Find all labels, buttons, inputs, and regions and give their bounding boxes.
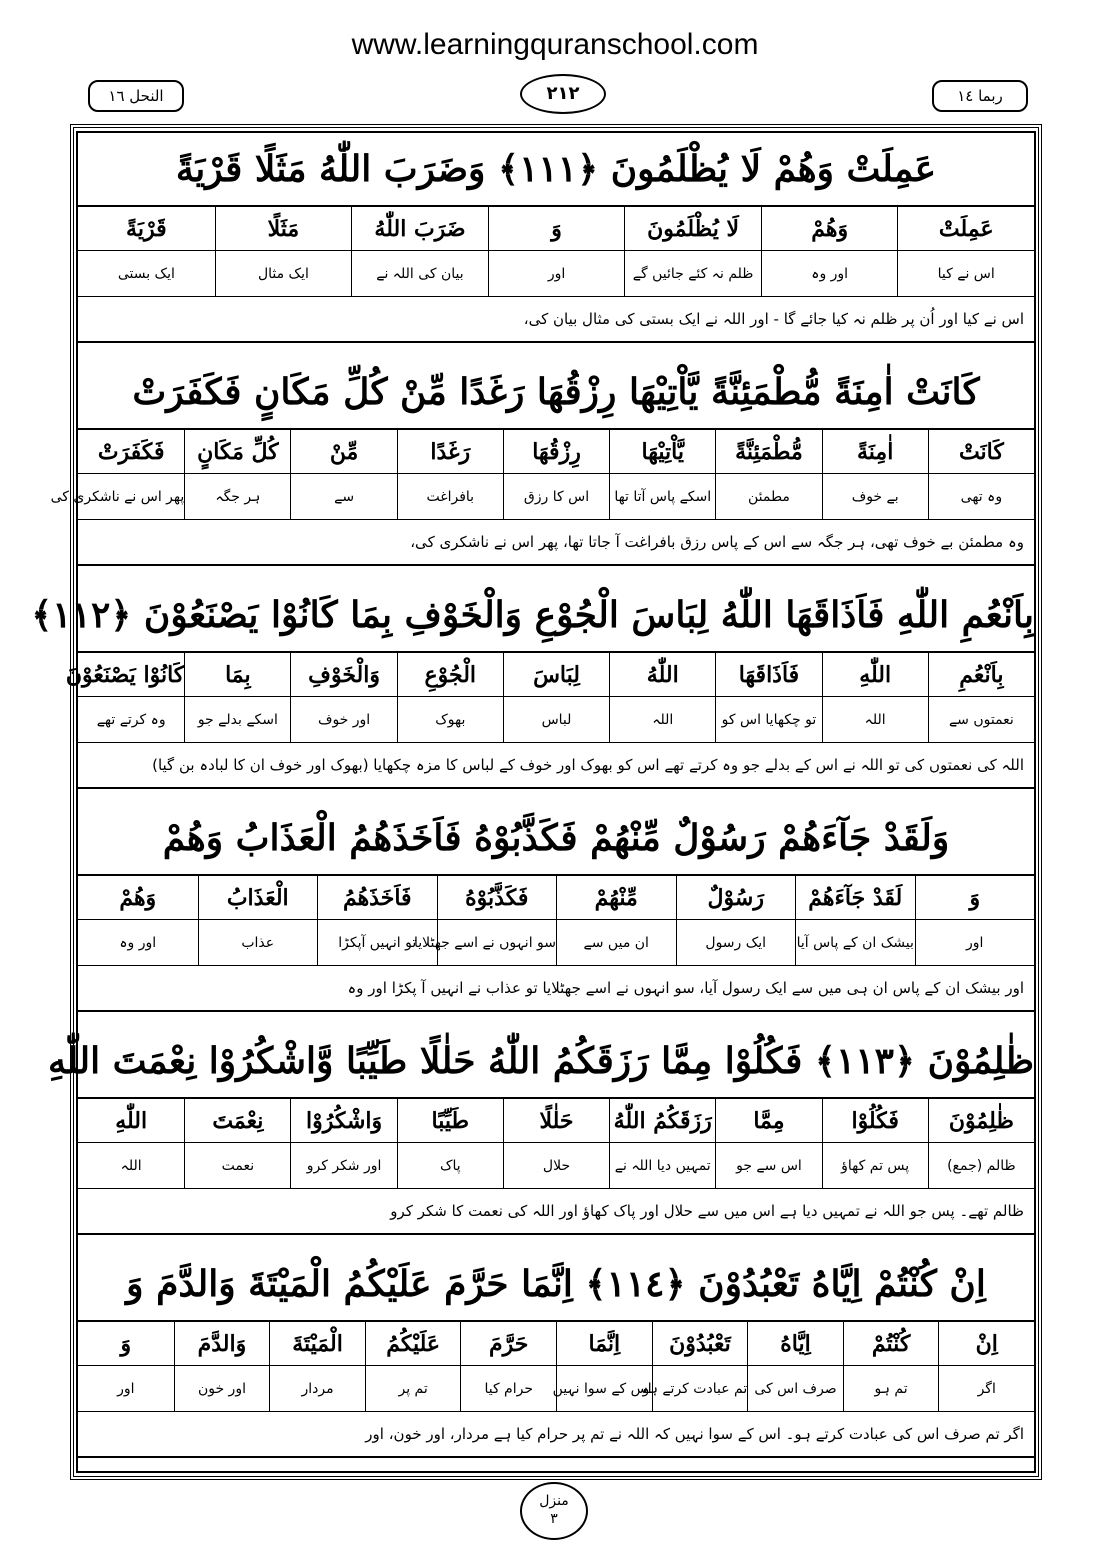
verse-section bbox=[50, 356, 1034, 566]
page-number: ٢١٢ bbox=[520, 74, 606, 114]
meaning-cell: نعمتوں سے bbox=[928, 697, 1034, 742]
ayah-line: اِنْ كُنْتُمْ اِيَّاهُ تَعْبُدُوْنَ ﴿١١٤﴾ اِنَّمَا حَرَّمَ عَلَيْكُمُ الْمَيْتَةَ وَالدَّمَ وَ bbox=[78, 1248, 1034, 1322]
meaning-row bbox=[78, 1143, 1034, 1189]
translation-line: اور بیشک ان کے پاس ان ہی میں سے ایک رسول آیا، سو انہوں نے اسے جھٹلایا تو عذاب نے انہیں آ پکڑا اور وہ bbox=[78, 966, 1034, 1012]
word-cell: وَ bbox=[915, 876, 1035, 919]
word-cell: قَرْيَةً bbox=[126, 216, 167, 242]
word-cell: فَاَذَاقَهَا bbox=[715, 653, 821, 696]
word-row bbox=[78, 207, 1034, 251]
word-cell: تَعْبُدُوْنَ bbox=[652, 1322, 748, 1365]
word-cell: مَثَلًا bbox=[215, 207, 352, 250]
meaning-cell: اللہ bbox=[822, 697, 928, 742]
word-row bbox=[65, 653, 1034, 697]
word-cell: مِّنْهُمْ bbox=[556, 876, 676, 919]
meaning-cell: بافراغت bbox=[397, 474, 503, 519]
meaning-cell: ایک بستی bbox=[117, 266, 175, 282]
word-cell: وَالدَّمَ bbox=[174, 1322, 270, 1365]
word-cell: الْمَيْتَةَ bbox=[269, 1322, 365, 1365]
translation-line: اس نے کیا اور اُن پر ظلم نہ کیا جائے گا - اور اللہ نے ایک بستی کی مثال بیان کی، bbox=[78, 297, 1034, 343]
word-cell: حَرَّمَ bbox=[460, 1322, 556, 1365]
meaning-row bbox=[78, 1366, 1034, 1412]
meaning-cell: مردار bbox=[269, 1366, 365, 1411]
meaning-cell: بیشک ان کے پاس آیا bbox=[795, 920, 915, 965]
meaning-cell: نعمت bbox=[184, 1143, 290, 1188]
word-cell: مُّطْمَئِنَّةً bbox=[715, 430, 821, 473]
meaning-cell: تم ہو bbox=[843, 1366, 939, 1411]
word-cell: بِاَنْعُمِ bbox=[928, 653, 1034, 696]
meaning-row bbox=[50, 474, 1034, 520]
word-row bbox=[78, 1322, 1034, 1366]
meaning-cell: اور خون bbox=[174, 1366, 270, 1411]
ayah-line: بِاَنْعُمِ اللّٰهِ فَاَذَاقَهَا اللّٰهُ لِبَاسَ الْجُوْعِ وَالْخَوْفِ بِمَا كَانُوْا يَصْنَعُوْنَ ﴿١١٢﴾ bbox=[78, 579, 1034, 653]
meaning-cell: ہر جگہ bbox=[184, 474, 290, 519]
meaning-cell: اس سے جو bbox=[715, 1143, 821, 1188]
word-cell: الْجُوْعِ bbox=[397, 653, 503, 696]
meaning-cell: سے bbox=[290, 474, 396, 519]
word-cell: اِيَّاهُ bbox=[747, 1322, 843, 1365]
meaning-cell: اسکے پاس آتا تھا bbox=[609, 474, 715, 519]
meaning-cell: سو انہوں نے اسے جھٹلایا bbox=[437, 920, 557, 965]
meaning-cell: ایک مثال bbox=[215, 251, 352, 296]
word-cell: وَالْخَوْفِ bbox=[290, 653, 396, 696]
word-cell: مِمَّا bbox=[715, 1099, 821, 1142]
ayah-line: ظٰلِمُوْنَ ﴿١١٣﴾ فَكُلُوْا مِمَّا رَزَقَكُمُ اللّٰهُ حَلٰلًا طَيِّبًا وَّاشْكُرُوْا نِعْمَتَ اللّٰهِ bbox=[78, 1025, 1034, 1099]
meaning-cell: اور وہ bbox=[119, 935, 157, 951]
word-cell: اٰمِنَةً bbox=[822, 430, 928, 473]
meaning-cell: لباس bbox=[503, 697, 609, 742]
verse-section bbox=[78, 133, 1034, 343]
meaning-cell: اور شکر کرو bbox=[290, 1143, 396, 1188]
word-cell: ضَرَبَ اللّٰهُ bbox=[351, 207, 488, 250]
verse-section bbox=[31, 579, 1034, 789]
site-url: www.learningquranschool.com bbox=[351, 28, 759, 61]
meaning-cell: تم پر bbox=[365, 1366, 461, 1411]
word-cell: يَّاْتِيْهَا bbox=[609, 430, 715, 473]
word-cell: رَسُوْلٌ bbox=[676, 876, 796, 919]
word-cell: رَزَقَكُمُ اللّٰهُ bbox=[609, 1099, 715, 1142]
word-cell: فَاَخَذَهُمُ bbox=[317, 876, 437, 919]
meaning-cell: پھر اس نے ناشکری کی bbox=[50, 489, 185, 505]
word-cell: كُنْتُمْ bbox=[843, 1322, 939, 1365]
ayah-line: عَمِلَتْ وَهُمْ لَا يُظْلَمُونَ ﴿١١١﴾ وَضَرَبَ اللّٰهُ مَثَلًا قَرْيَةً bbox=[78, 133, 1034, 207]
word-cell: كَانَتْ bbox=[928, 430, 1034, 473]
word-cell: فَكُلُوْا bbox=[822, 1099, 928, 1142]
word-cell: عَلَيْكُمُ bbox=[365, 1322, 461, 1365]
meaning-cell: اور وہ bbox=[761, 251, 898, 296]
meaning-cell: پاک bbox=[397, 1143, 503, 1188]
meaning-cell: اس کا رزق bbox=[503, 474, 609, 519]
meaning-cell: اسکے بدلے جو bbox=[184, 697, 290, 742]
meaning-row bbox=[78, 251, 1034, 297]
verse-section bbox=[78, 802, 1034, 1012]
word-cell: رَغَدًا bbox=[397, 430, 503, 473]
meaning-cell: اس کے سوا نہیں bbox=[556, 1366, 652, 1411]
meaning-cell: ایک رسول bbox=[676, 920, 796, 965]
meaning-cell: ان میں سے bbox=[556, 920, 676, 965]
word-cell: لَا يُظْلَمُونَ bbox=[624, 207, 761, 250]
word-cell: اللّٰهِ bbox=[822, 653, 928, 696]
meaning-cell: اللہ bbox=[609, 697, 715, 742]
meaning-cell: ظلم نہ کئے جائیں گے bbox=[624, 251, 761, 296]
word-cell: ظٰلِمُوْنَ bbox=[928, 1099, 1034, 1142]
meaning-cell: تو انہیں آپکڑا bbox=[317, 920, 437, 965]
word-cell: رِزْقُهَا bbox=[503, 430, 609, 473]
translation-line: اللہ کی نعمتوں کی تو اللہ نے اس کے بدلے جو وہ کرتے تھے اس کو بھوک اور خوف کے لباس کا مزہ چکھایا (بھوک اور خوف ان کا لبادہ بن گیا) bbox=[78, 743, 1034, 789]
meaning-cell: اس نے کیا bbox=[897, 251, 1034, 296]
word-cell: كَانُوْا يَصْنَعُوْنَ bbox=[65, 662, 185, 688]
word-cell: وَ bbox=[120, 1331, 132, 1357]
word-cell: مِّنْ bbox=[290, 430, 396, 473]
word-cell: بِمَا bbox=[184, 653, 290, 696]
meaning-cell: اور bbox=[488, 251, 625, 296]
surah-name-box: النحل ١٦ bbox=[88, 80, 184, 112]
word-cell: لَقَدْ جَآءَهُمْ bbox=[795, 876, 915, 919]
word-cell: وَ bbox=[488, 207, 625, 250]
meaning-cell: ظالم (جمع) bbox=[928, 1143, 1034, 1188]
word-cell: عَمِلَتْ bbox=[897, 207, 1034, 250]
meaning-cell: بیان کی اللہ نے bbox=[351, 251, 488, 296]
meaning-cell: صرف اس کی bbox=[747, 1366, 843, 1411]
translation-line: اگر تم صرف اس کی عبادت کرتے ہو۔ اس کے سوا نہیں کہ اللہ نے تم پر حرام کیا ہے مردار، اور خون، اور bbox=[78, 1412, 1034, 1458]
ayah-line: كَانَتْ اٰمِنَةً مُّطْمَئِنَّةً يَّاْتِيْهَا رِزْقُهَا رَغَدًا مِّنْ كُلِّ مَكَانٍ فَكَفَرَتْ bbox=[78, 356, 1034, 430]
meaning-cell: مطمئن bbox=[715, 474, 821, 519]
verse-section bbox=[78, 1248, 1034, 1458]
word-row bbox=[78, 1099, 1034, 1143]
word-cell: وَهُمْ bbox=[119, 885, 157, 911]
meaning-cell: عذاب bbox=[198, 920, 318, 965]
meaning-cell: اللہ bbox=[120, 1158, 142, 1174]
word-cell: اِنَّمَا bbox=[556, 1322, 652, 1365]
meaning-cell: وہ تھی bbox=[928, 474, 1034, 519]
word-cell: اللّٰهِ bbox=[115, 1108, 148, 1134]
manzil-label: منزل bbox=[539, 1493, 569, 1509]
word-cell: فَكَفَرَتْ bbox=[97, 439, 165, 465]
manzil-number: ٣ bbox=[550, 1511, 558, 1527]
meaning-cell: اگر bbox=[938, 1366, 1034, 1411]
manzil-badge bbox=[520, 1482, 588, 1540]
para-name-box: ربما ١٤ bbox=[932, 80, 1028, 112]
word-cell: طَيِّبًا bbox=[397, 1099, 503, 1142]
meaning-cell: تمہیں دیا اللہ نے bbox=[609, 1143, 715, 1188]
word-cell: لِبَاسَ bbox=[503, 653, 609, 696]
meaning-cell: اور bbox=[915, 920, 1035, 965]
ayah-line: وَلَقَدْ جَآءَهُمْ رَسُوْلٌ مِّنْهُمْ فَكَذَّبُوْهُ فَاَخَذَهُمُ الْعَذَابُ وَهُمْ bbox=[78, 802, 1034, 876]
meaning-row bbox=[78, 920, 1034, 966]
word-cell: الْعَذَابُ bbox=[198, 876, 318, 919]
meaning-cell: پس تم کھاؤ bbox=[822, 1143, 928, 1188]
meaning-cell: حلال bbox=[503, 1143, 609, 1188]
meaning-cell: اور bbox=[117, 1381, 135, 1397]
verse-section bbox=[47, 1025, 1034, 1235]
word-cell: اِنْ bbox=[938, 1322, 1034, 1365]
word-cell: كُلِّ مَكَانٍ bbox=[184, 430, 290, 473]
meaning-cell: حرام کیا bbox=[460, 1366, 556, 1411]
word-row bbox=[78, 430, 1034, 474]
word-cell: حَلٰلًا bbox=[503, 1099, 609, 1142]
word-cell: وَهُمْ bbox=[761, 207, 898, 250]
meaning-cell: تم عبادت کرتے ہو bbox=[652, 1366, 748, 1411]
word-cell: نِعْمَتَ bbox=[184, 1099, 290, 1142]
meaning-cell: تو چکھایا اس کو bbox=[715, 697, 821, 742]
translation-line: وہ مطمئن بے خوف تھی، ہر جگہ سے اس کے پاس رزق بافراغت آ جاتا تھا، پھر اس نے ناشکری کی، bbox=[78, 520, 1034, 566]
meaning-cell: بے خوف bbox=[822, 474, 928, 519]
translation-line: ظالم تھے۔ پس جو اللہ نے تمہیں دیا ہے اس میں سے حلال اور پاک کھاؤ اور اللہ کی نعمت کا شکر کرو bbox=[78, 1189, 1034, 1235]
word-cell: اللّٰهُ bbox=[609, 653, 715, 696]
word-cell: فَكَذَّبُوْهُ bbox=[437, 876, 557, 919]
meaning-cell: وہ کرتے تھے bbox=[96, 712, 166, 728]
meaning-cell: اور خوف bbox=[290, 697, 396, 742]
meaning-cell: بھوک bbox=[397, 697, 503, 742]
word-cell: وَاشْكُرُوْا bbox=[290, 1099, 396, 1142]
meaning-row bbox=[78, 697, 1034, 743]
word-row bbox=[78, 876, 1034, 920]
